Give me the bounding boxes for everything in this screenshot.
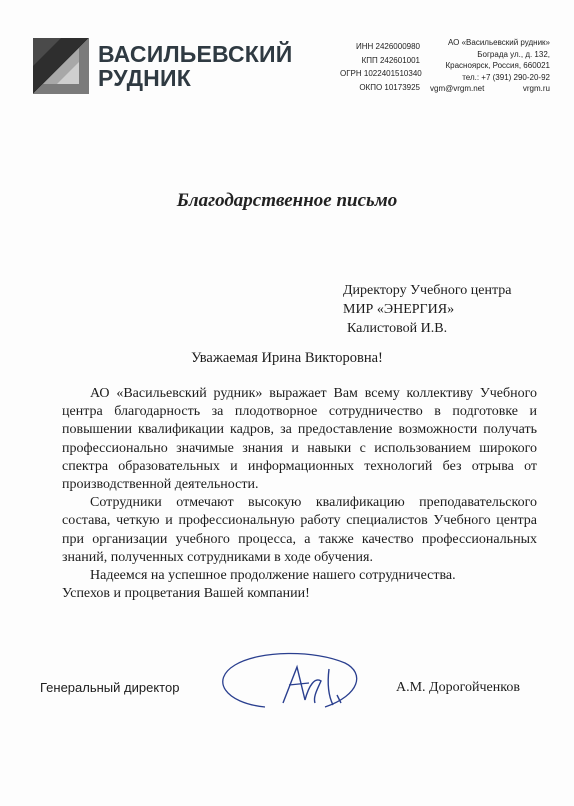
paragraph-2: Сотрудники отмечают высокую квалификацию преподавательского состава, четкую и профессиональную работу специалистов Учебного центра при организации учебного процесса, а также качество профессиональных знаний, полученных сотрудниками в ходе обучения. [62,495,537,565]
kpp-code: КПП 242601001 [361,55,420,65]
logo-line-1: ВАСИЛЬЕВСКИЙ [98,41,293,67]
signatory-name: А.М. Дорогойченков [396,680,520,695]
paragraph-1: АО «Васильевский рудник» выражает Вам всему коллективу Учебного центра благодарность за плодотворное сотрудничество в подготовке и повышении квалификации кадров, за предоставление возможности получать профессионально значимые знания и навыки с использованием широкого спектра образовательных и информационных технологий без отрыва от производственной деятельности. [62,386,537,493]
closing-line: Успехов и процветания Вашей компании! [62,586,310,602]
addressee-line-1: Директору Учебного центра [343,283,512,298]
ogrn-code: ОГРН 1022401510340 [340,69,422,78]
salutation: Уважаемая Ирина Викторовна! [191,350,383,366]
addressee-block [343,281,512,338]
company-email: vgm@vrgm.net [430,84,485,93]
contact-row [430,83,550,95]
company-site: vrgm.ru [522,84,550,93]
company-street: Бограда ул., д. 132, [477,49,550,59]
company-codes [340,40,420,94]
logo-line-2: РУДНИК [98,65,191,91]
document-title: Благодарственное письмо [176,190,398,211]
addressee-line-2: МИР «ЭНЕРГИЯ» [343,302,455,317]
inn-code: ИНН 2426000980 [355,42,420,51]
company-logo-mark [33,38,89,94]
handwritten-signature [205,645,375,725]
company-phone: тел.: +7 (391) 290-20-92 [462,72,550,82]
company-name: АО «Васильевский рудник» [447,38,550,47]
company-logo-text [98,42,293,90]
company-address [430,37,550,95]
letter-body [62,385,537,603]
addressee-line-3: Калистовой И.В. [347,321,448,336]
paragraph-3: Надеемся на успешное продолжение нашего сотрудничества. [90,568,456,584]
signatory-position: Генеральный директор [40,680,180,695]
company-city: Красноярск, Россия, 660021 [445,61,550,70]
okpo-code: ОКПО 10173925 [359,82,420,92]
